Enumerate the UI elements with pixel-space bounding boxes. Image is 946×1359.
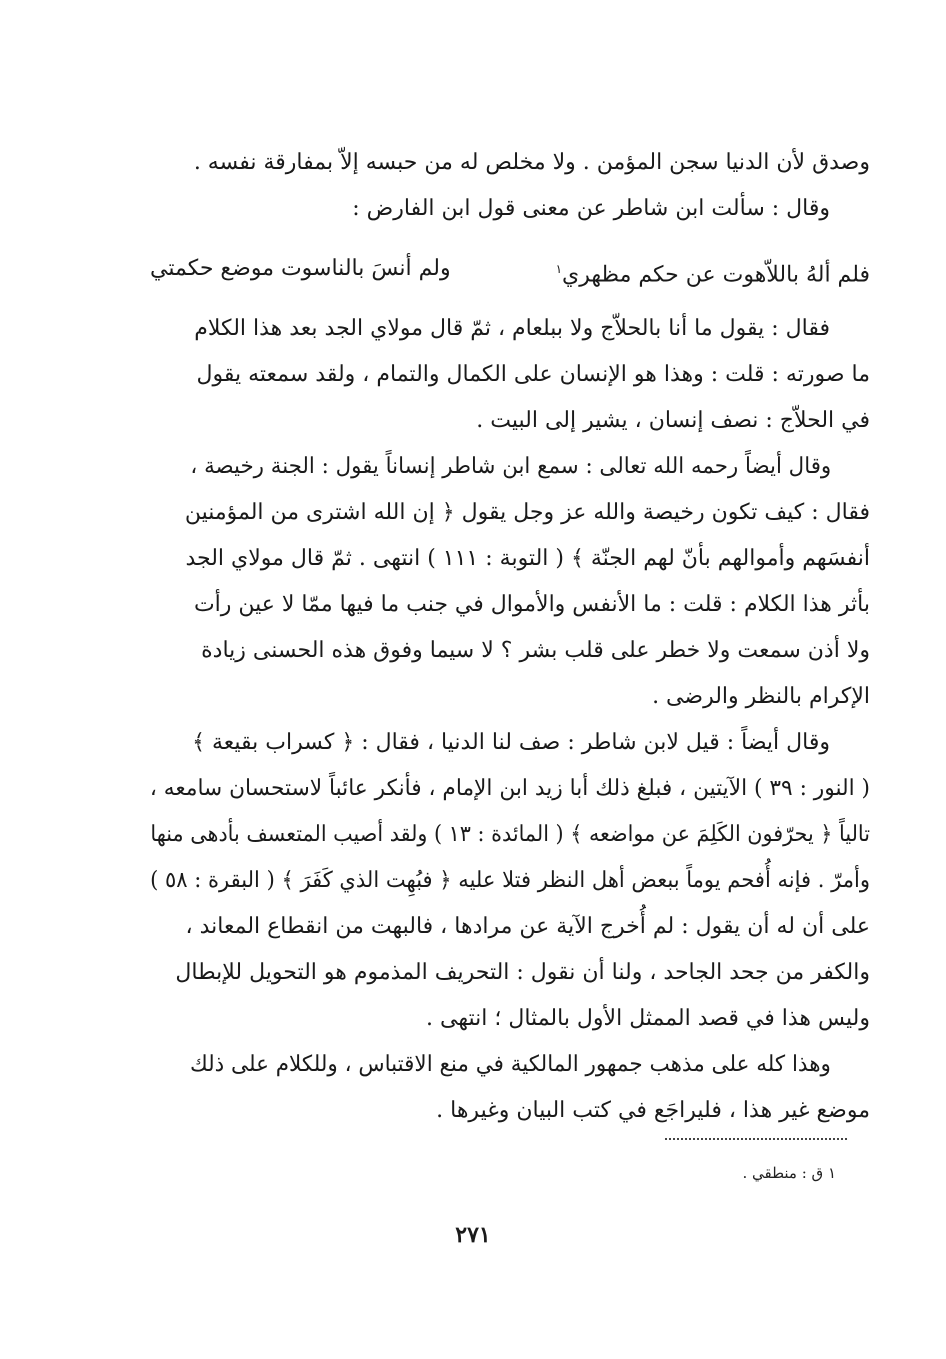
body-line: وقال : سألت ابن شاطر عن معنى قول ابن الفارض : — [352, 196, 830, 221]
footnote-separator — [665, 1138, 847, 1140]
body-line: بأثر هذا الكلام : قلت : ما الأنفس والأموال في جنب ما فيها ممّا لا عين رأت — [193, 592, 870, 617]
body-line: فقال : يقول ما أنا بالحلاّج ولا ببلعام ، ثمّ قال مولاي الجد بعد هذا الكلام — [194, 316, 830, 341]
footnote-marker: ١ — [555, 262, 563, 276]
body-line: على أن له أن يقول : لم أُخرج الآية عن مرادها ، فالبهت من انقطاع المعاند ، — [185, 914, 870, 939]
body-line: والكفر من جحد الجاحد ، ولنا أن نقول : التحريف المذموم هو التحويل للإبطال — [175, 960, 870, 985]
body-line: وهذا كله على مذهب جمهور المالكية في منع الاقتباس ، وللكلام على ذلك — [189, 1052, 831, 1077]
body-line: ما صورته : قلت : وهذا هو الإنسان على الكمال والتمام ، ولقد سمعته يقول — [196, 362, 870, 387]
body-line: ( النور : ٣٩ ) الآيتين ، فبلغ ذلك أبا زيد ابن الإمام ، فأنكر عائباً لاستحسان سامعه ، — [149, 776, 870, 801]
body-line: تالياً ﴿ يحرّفون الكَلِمَ عن مواضعه ﴾ ( المائدة : ١٣ ) ولقد أصيب المتعسف بأدهى منها — [150, 822, 870, 847]
body-line: وصدق لأن الدنيا سجن المؤمن . ولا مخلص له من حبسه إلاّ بمفارقة نفسه . — [193, 150, 870, 175]
verse-hemistich-second: ولم أنسَ بالناسوت موضع حكمتي — [150, 256, 451, 281]
body-line: أنفسَهم وأموالهم بأنّ لهم الجنّة ﴾ ( التوبة : ١١١ ) انتهى . ثمّ قال مولاي الجد — [185, 546, 870, 571]
body-line: الإكرام بالنظر والرضى . — [652, 684, 870, 709]
poetry-verse — [150, 246, 870, 292]
footnote: ١ ق : منطقي . — [742, 1164, 836, 1182]
body-line: ولا أذن سمعت ولا خطر على قلب بشر ؟ لا سيما وفوق هذه الحسنى زيادة — [201, 638, 870, 663]
body-line: في الحلاّج : نصف إنسان ، يشير إلى البيت . — [476, 408, 870, 433]
body-line: وليس هذا في قصد الممثل الأول بالمثال ؛ انتهى . — [426, 1006, 870, 1031]
verse-hemistich-first: فلم ألهُ باللاّهوت عن حكم مظهري$^١$ — [555, 262, 870, 288]
page-body — [150, 140, 870, 1134]
body-line: وقال أيضاً : قيل لابن شاطر : صف لنا الدنيا ، فقال : ﴿ كسراب بقيعة ﴾ — [192, 730, 830, 755]
body-line: وأمرّ . فإنه أُفحم يوماً ببعض أهل النظر فتلا عليه ﴿ فبُهِت الذي كَفَرَ ﴾ ( البقرة : ٥٨ ) — [150, 868, 870, 893]
body-line: فقال : كيف تكون رخيصة والله عز وجل يقول ﴿ إن الله اشترى من المؤمنين — [184, 500, 870, 525]
body-line: موضع غير هذا ، فليراجَع في كتب البيان وغيرها . — [436, 1098, 870, 1123]
body-line: وقال أيضاً رحمه الله تعالى : سمع ابن شاطر إنساناً يقول : الجنة رخيصة ، — [190, 454, 832, 479]
page-number: ٢٧١ — [455, 1222, 491, 1248]
